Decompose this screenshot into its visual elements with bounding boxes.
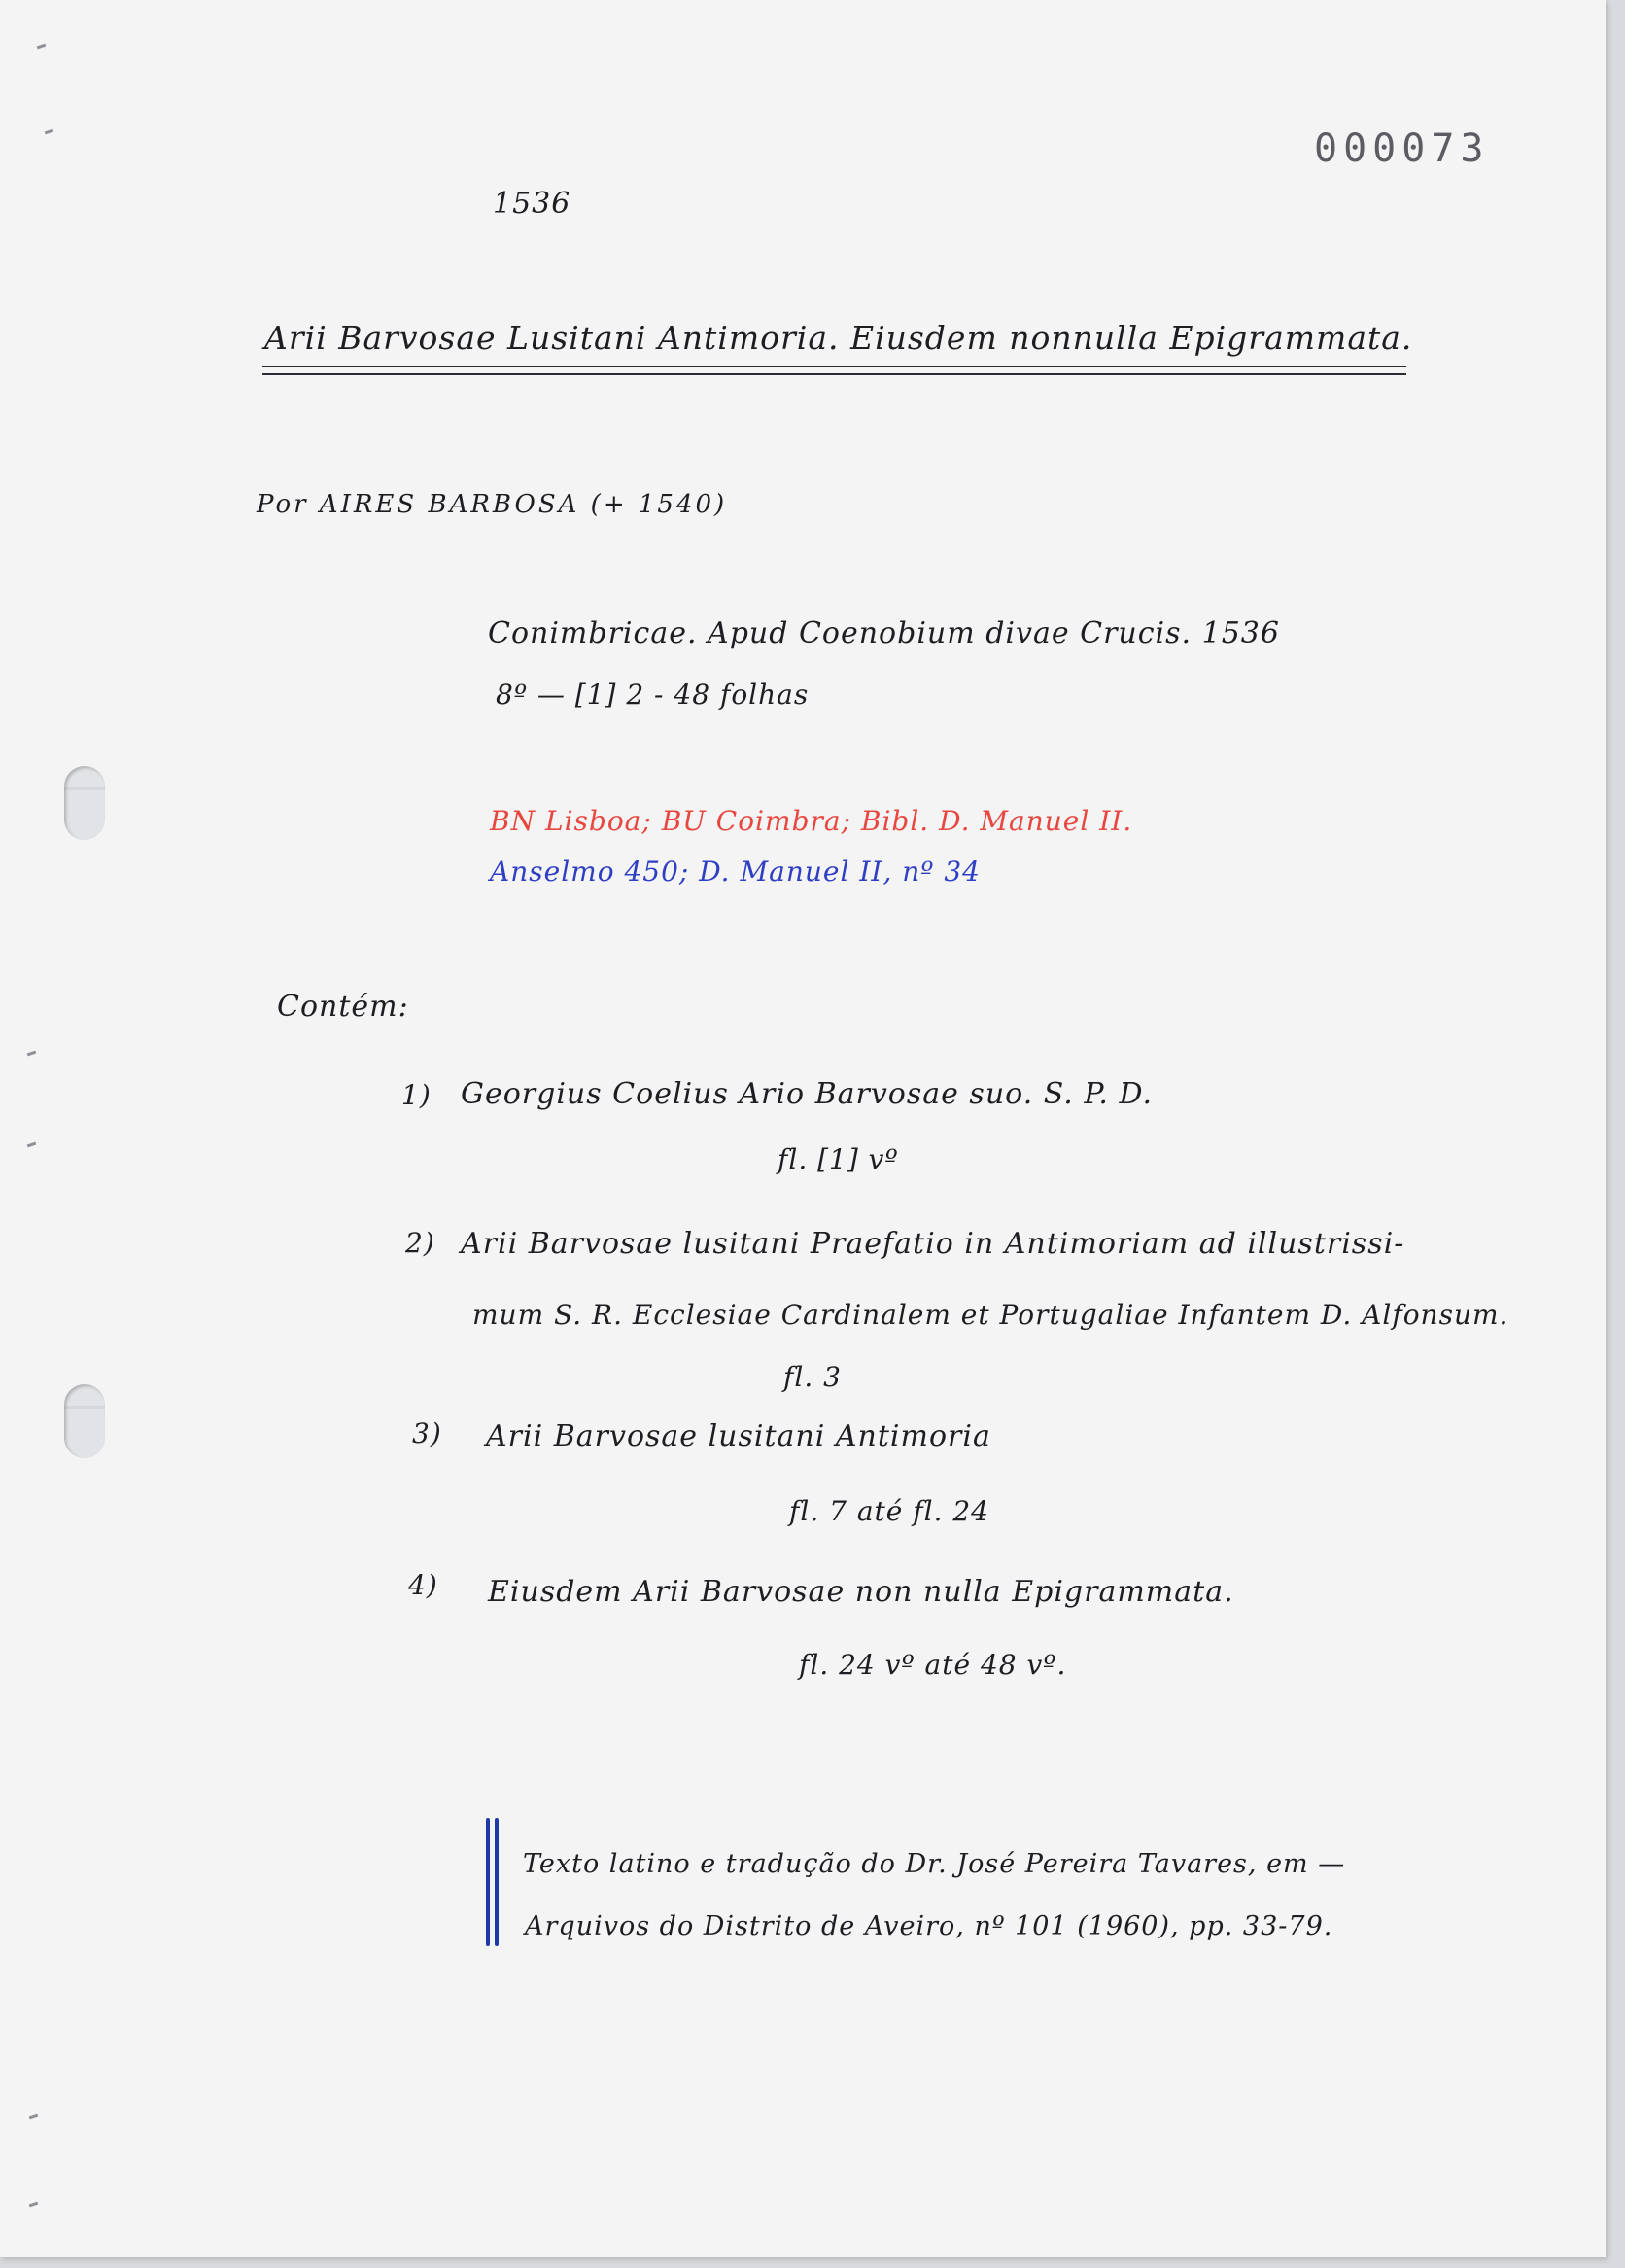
book-title: Arii Barvosae Lusitani Antimoria. Eiusdem nonnulla Epigrammata. (264, 319, 1413, 357)
note-margin-bar (486, 1818, 500, 1946)
title-underline (262, 373, 1406, 375)
imprint-line: Conimbricae. Apud Coenobium divae Crucis. 1536 (488, 616, 1280, 650)
year-heading: 1536 (493, 187, 571, 221)
author-line: Por AIRES BARBOSA (+ 1540) (257, 490, 728, 519)
margin-mark (27, 1142, 36, 1148)
contents-item-number: 2) (405, 1227, 435, 1259)
contents-item-text: mum S. R. Ecclesiae Cardinalem et Portugaliae Infantem D. Alfonsum. (472, 1299, 1509, 1331)
contents-item-folio: fl. 7 até fl. 24 (789, 1495, 989, 1527)
contents-item-folio: fl. 3 (783, 1361, 842, 1393)
punch-hole (64, 766, 105, 840)
note-line: Texto latino e tradução do Dr. José Pereira Tavares, em — (523, 1849, 1346, 1879)
contents-item-text: Eiusdem Arii Barvosae non nulla Epigrammata. (488, 1575, 1234, 1609)
title-underline (262, 366, 1406, 367)
punch-hole (64, 1384, 105, 1458)
contents-item-number: 1) (401, 1079, 432, 1111)
note-line: Arquivos do Distrito de Aveiro, nº 101 (1960), pp. 33-79. (525, 1911, 1333, 1941)
margin-mark (27, 1051, 36, 1057)
contents-item-text: Arii Barvosae lusitani Praefatio in Antimoriam ad illustrissi- (461, 1227, 1405, 1261)
holdings-line: BN Lisboa; BU Coimbra; Bibl. D. Manuel II. (490, 805, 1133, 837)
margin-mark (45, 129, 53, 135)
contents-item-number: 4) (408, 1569, 438, 1601)
contents-label: Contém: (277, 990, 409, 1024)
contents-item-text: Georgius Coelius Ario Barvosae suo. S. P. D. (461, 1077, 1154, 1111)
references-line: Anselmo 450; D. Manuel II, nº 34 (490, 855, 981, 888)
contents-item-text: Arii Barvosae lusitani Antimoria (486, 1419, 991, 1453)
contents-item-folio: fl. 24 vº até 48 vº. (799, 1649, 1067, 1681)
contents-item-number: 3) (412, 1417, 442, 1449)
margin-mark (29, 2202, 38, 2208)
collation-line: 8º — [1] 2 - 48 folhas (496, 679, 810, 711)
archive-stamp-number: 000073 (1314, 126, 1490, 171)
margin-mark (37, 44, 46, 50)
margin-mark (29, 2114, 38, 2120)
contents-item-folio: fl. [1] vº (778, 1143, 899, 1175)
